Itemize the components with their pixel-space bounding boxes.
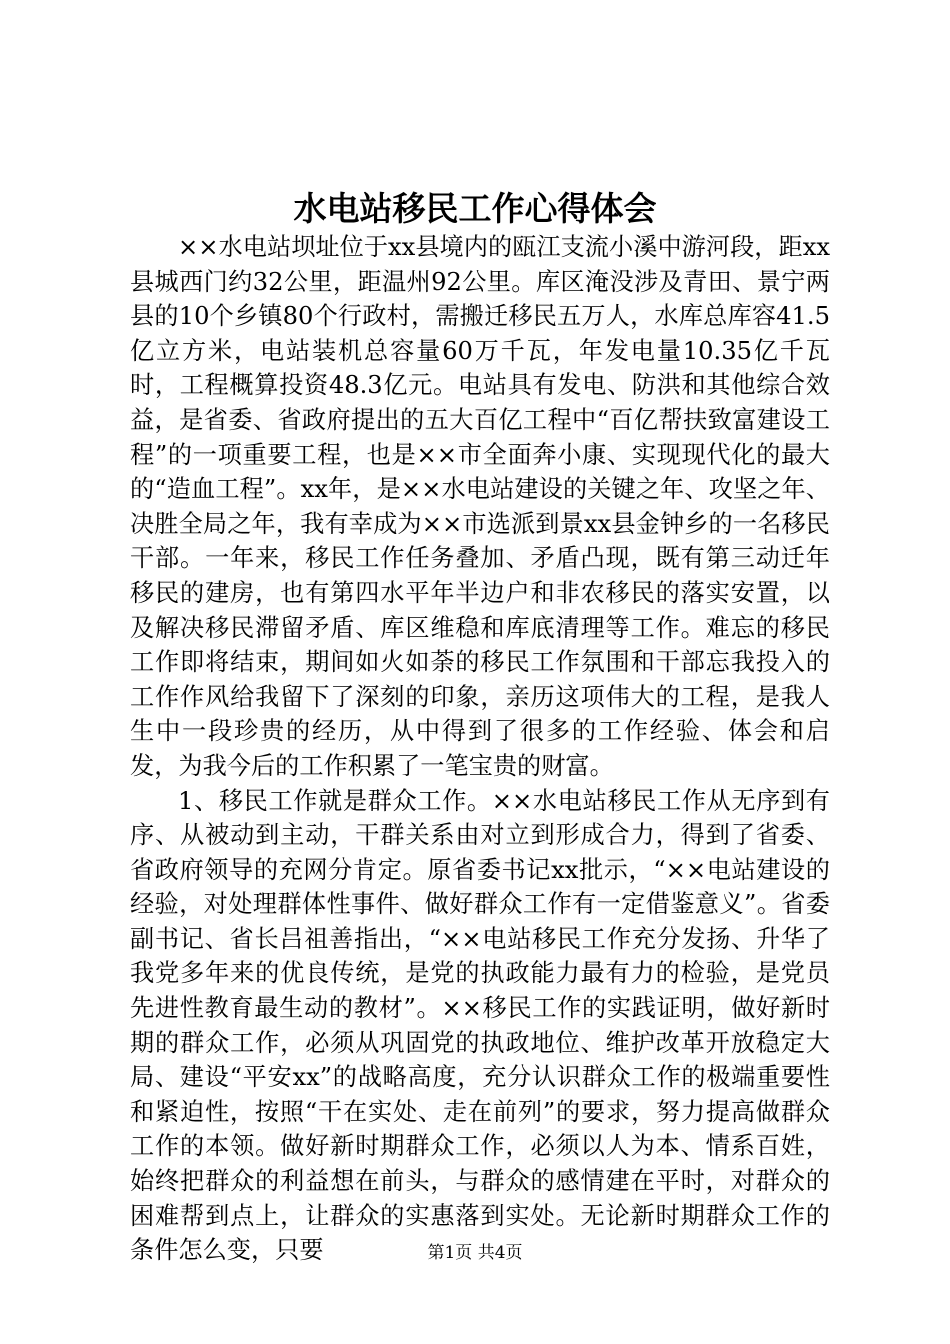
document-body: [130, 230, 830, 1268]
paragraph-section-1: 1、移民工作就是群众工作。××水电站移民工作从无序到有序、从被动到主动，干群关系由对立到形成合力，得到了省委、省政府领导的充网分肯定。原省委书记xx批示，“××电站建设的经验，对处理群体性事件、做好群众工作有一定借鉴意义”。省委副书记、省长吕祖善指出，“××电站移民工作充分发扬、升华了我党多年来的优良传统，是党的执政能力最有力的检验，是党员先进性教育最生动的教材”。××移民工作的实践证明，做好新时期的群众工作，必须从巩固党的执政地位、维护改革开放稳定大局、建设“平安xx”的战略高度，充分认识群众工作的极端重要性和紧迫性，按照“干在实处、走在前列”的要求，努力提高做群众工作的本领。做好新时期群众工作，必须以人为本、情系百姓，始终把群众的利益想在前头，与群众的感情建在平时，对群众的困难帮到点上，让群众的实惠落到实处。无论新时期群众工作的条件怎么变，只要: [130, 786, 830, 1265]
paragraph-intro: ××水电站坝址位于xx县境内的瓯江支流小溪中游河段，距xx县城西门约32公里，距温州92公里。库区淹没涉及青田、景宁两县的10个乡镇80个行政村，需搬迁移民五万人，水库总库容41.5亿立方米，电站装机总容量60万千瓦，年发电量10.35亿千瓦时，工程概算投资48.3亿元。电站具有发电、防洪和其他综合效益，是省委、省政府提出的五大百亿工程中“百亿帮扶致富建设工程”的一项重要工程，也是××市全面奔小康、实现现代化的最大的“造血工程”。xx年，是××水电站建设的关键之年、攻坚之年、决胜全局之年，我有幸成为××市选派到景xx县金钟乡的一名移民干部。一年来，移民工作任务叠加、矛盾凸现，既有第三动迁年移民的建房，也有第四水平年半边户和非农移民的落实安置，以及解决移民滞留矛盾、库区维稳和库底清理等工作。难忘的移民工作即将结束，期间如火如荼的移民工作氛围和干部忘我投入的工作作风给我留下了深刻的印象，亲历这项伟大的工程，是我人生中一段珍贵的经历，从中得到了很多的工作经验、体会和启发，为我今后的工作积累了一笔宝贵的财富。: [130, 233, 830, 780]
document-title: 水电站移民工作心得体会: [293, 189, 657, 228]
page-footer: 第1页 共4页: [427, 1243, 523, 1263]
